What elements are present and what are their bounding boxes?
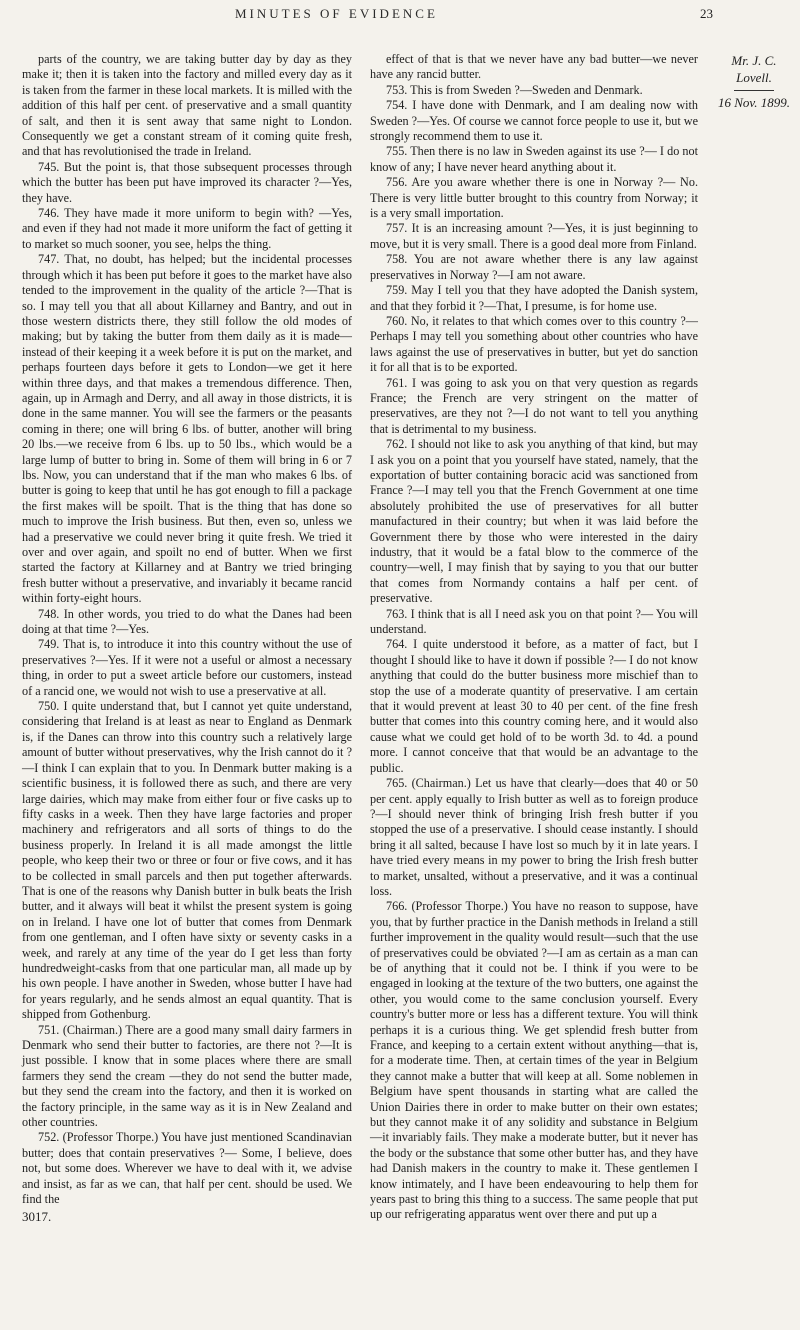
footer-code: 3017. [22, 1209, 52, 1225]
paragraph: 746. They have made it more uniform to begin with? —Yes, and even if they had not made it more uniform the fact of getting it to market so much sooner, you see, helps the thing. [22, 206, 352, 251]
paragraph: 747. That, no doubt, has helped; but the incidental processes through which it has been put before it goes to the market have also tended to the improvement in the quality of the article ?—That is so. I may tell you that all about Killarney and Bantry, and out in those western districts there, they still follow the old modes of making; but by taking the butter from them daily as it is made—instead of their keeping it a week before it is put on the market, and perhaps fourteen days before it gets to London—we get it here within three days, and that makes a tremendous difference. Then, again, up in Armagh and Derry, and all away in those districts, it is done in the same manner. You will see the farmers or the peasants coming in there; one will bring 6 lbs. of butter, another will bring 20 lbs.—we receive from 6 lbs. up to 50 lbs., which would be a large lump of butter to bring in. Some of them will bring in 6 or 7 lbs. Now, you can understand that if the man who makes 6 lbs. of butter is going to keep that until he has got enough to fill a package the first makes will be spoilt. That is the thing that has done so much to improve the Irish business. But then, even so, unless we had a preservative we could never bring it quite fresh. We tried it over and over again, and spoilt no end of butter. When we first started the factory at Killarney and at Bantry we tried bringing fresh butter without a preservative, and invariably it became rancid within forty-eight hours. [22, 252, 352, 606]
paragraph: 752. (Professor Thorpe.) You have just mentioned Scandinavian butter; does that contain preservatives ?— Some, I believe, does not, but some does. Wherever we have to deal with it, we advise and insist, as far as we can, that half per cent. should be used. We find the [22, 1130, 352, 1207]
paragraph: 753. This is from Sweden ?—Sweden and Denmark. [386, 82, 643, 97]
witness-margin-note [714, 52, 794, 111]
paragraph: 764. I quite understood it before, as a matter of fact, but I thought I should like to have it down if possible ?— I do not know anything that could do the butter business more mischief than to stop the use of a moderate quantity of preservative. I am certain that it would prevent at least 30 to 40 per cent. of the fine fresh butter that comes into this country coming here, and it would also cause what we could get hold of to be worth 3d. to 4d. a pound more. I cannot conceive that that would be an advantage to the public. [370, 637, 698, 775]
right-column [370, 52, 698, 1223]
paragraph: 757. It is an increasing amount ?—Yes, it is just beginning to move, but it is very small. There is a good deal more from Finland. [370, 221, 698, 251]
paragraph: 766. (Professor Thorpe.) You have no reason to suppose, have you, that by further practice in the Danish methods in Ireland a still further improvement in the quality would result—such that the use of preservatives could be obviated ?—I am as certain as a man can be of anything that it could not be. I think if you were to be engaged in looking at the texture of the two butters, one against the other, you would come to the same conclusion yourself. Every country's butter more or less has a different texture. You will think perhaps it is a curious thing. We get splendid fresh butter from France, and keeping to a certain extent without anything—that is, for a moderate time. Then, at certain times of the year in Belgium they cannot make a butter that will keep at all. Some noblemen in Belgium have spent thousands in starting what are called the Union Dairies there in order to make butter on their own estates; but they cannot make it of any solidity and substance in Belgium—it invariably fails. They make a moderate butter, but it never has the body or the substance that some other butter has, and they have had Danish makers in the country to make it. These gentlemen I know intimately, and I have been endeavouring to help them for years past to bring this thing to a success. The same people that put up our refrigerating apparatus went over there and put up a [370, 899, 698, 1222]
paragraph: 750. I quite understand that, but I cannot yet quite understand, considering that Ireland is at least as near to England as Denmark is, if the Danes can throw into this country such a relatively large amount of butter without preservatives, why the Irish cannot do it ?—I think I can explain that to you. In Denmark butter making is a scientific business, it is followed there as such, and there are very large dairies, which may make from either four or five casks up to fifty casks in a week. Then they have large factories and proper machinery and refrigerators and all sorts of things to do the business properly. In Ireland it is all made amongst the little people, who keep their two or three or four or five cows, and it has to be collected in small parcels and then put together afterwards. That is one of the reasons why Danish butter in bulk beats the Irish butter, and it always will beat it whilst the present system is going on in Ireland. I have one lot of butter that comes from Denmark from one gentleman, and I often have sixty or seventy casks in a week, and rarely at any time of the year do I get less than forty hundredweight-casks from that one particular man, all made up by his own people. I have another in Sweden, whose butter I have had for years regularly, and he sends almost an equal quantity. That is shipped from Gothenburg. [22, 699, 352, 1022]
paragraph: 765. (Chairman.) Let us have that clearly—does that 40 or 50 per cent. apply equally to Irish butter as well as to foreign produce ?—I should never think of bringing Irish fresh butter if you stopped the use of a preservative. I should cease instantly. I should bring it all salted, because I have lost so much by it in late years. I have tried every means in my power to bring the Irish fresh butter to market, unsalted, without a preservative, and it was a continual loss. [370, 776, 698, 898]
margin-rule [734, 90, 774, 91]
paragraph: 745. But the point is, that those subsequent processes through which the butter has been put have improved its character ?—Yes, they have. [22, 159, 352, 205]
paragraph: 759. May I tell you that they have adopted the Danish system, and that they forbid it ?—That, I presume, is for home use. [370, 283, 698, 313]
paragraph: 749. That is, to introduce it into this country without the use of preservatives ?—Yes. If it were not a useful or almost a necessary thing, in order to put a sweet article before our customers, instead of a rancid one, we would not wish to use a preservative at all. [22, 637, 352, 698]
paragraph: 760. No, it relates to that which comes over to this country ?—Perhaps I may tell you something about other countries who have laws against the use of preservatives in butter, but yet do sanction it for all that is to be exported. [370, 313, 698, 375]
paragraph: 761. I was going to ask you on that very question as regards France; the French are very stringent on the matter of preservatives, are they not ?—I do not want to tell you anything that is detrimental to my business. [370, 375, 698, 436]
left-column [22, 52, 352, 1225]
witness-date: 16 Nov. 1899. [718, 95, 790, 110]
paragraph: parts of the country, we are taking butter day by day as they make it; then it is taken into the factory and milled every day as it is taken from the farmer in these local markets. It is milled with the addition of this half per cent. of preservative and a small quantity of salt, and then it is sent away that same night to London. Consequently we get a constant stream of it coming quite fresh, and that has revolutionised the trade in Ireland. [22, 52, 352, 159]
paragraph: 755. Then there is no law in Sweden against its use ?— I do not know of any; I have never heard anything about it. [370, 144, 698, 174]
paragraph: 756. Are you aware whether there is one in Norway ?— No. There is very little butter brought to this country from Norway; it is a very small importation. [370, 175, 698, 221]
paragraph: 758. You are not aware whether there is any law against preservatives in Norway ?—I am not aware. [370, 252, 698, 282]
witness-name-line1: Mr. J. C. [731, 53, 777, 68]
paragraph: 748. In other words, you tried to do what the Danes had been doing at that time ?—Yes. [22, 606, 352, 637]
paragraph: effect of that is that we never have any bad butter—we never have any rancid butter. [370, 52, 698, 82]
witness-name-line2: Lovell. [736, 70, 772, 85]
paragraph: 763. I think that is all I need ask you on that point ?— You will understand. [370, 606, 698, 637]
paragraph: 762. I should not like to ask you anything of that kind, but may I ask you on a point that you yourself have stated, namely, that the exportation of butter containing boracic acid was sanctioned from France ?—I may tell you that the French Government at one time absolutely prohibited the use of preservatives for all butter manufactured in their country; but when it was laid before the Government there by those who were interested in the dairy industry, that it would be a fatal blow to the commerce of the country—well, I may finish that by saying to you that our butter that comes from Normandy contains a half per cent. of preservative. [370, 437, 698, 606]
page-number: 23 [700, 6, 713, 21]
paragraph: 754. I have done with Denmark, and I am dealing now with Sweden ?—Yes. Of course we cannot force people to use it, but we strongly recommend them to use it. [370, 98, 698, 144]
running-header: MINUTES OF EVIDENCE [235, 6, 438, 21]
paragraph: 751. (Chairman.) There are a good many small dairy farmers in Denmark who send their butter to factories, are there not ?—It is just possible. I know that in some places where there are small farmers they send the cream —they do not send the butter made, but they send the cream into the factory, and then it is worked on the factory principle, in the same way as it is in New Zealand and other countries. [22, 1022, 352, 1130]
